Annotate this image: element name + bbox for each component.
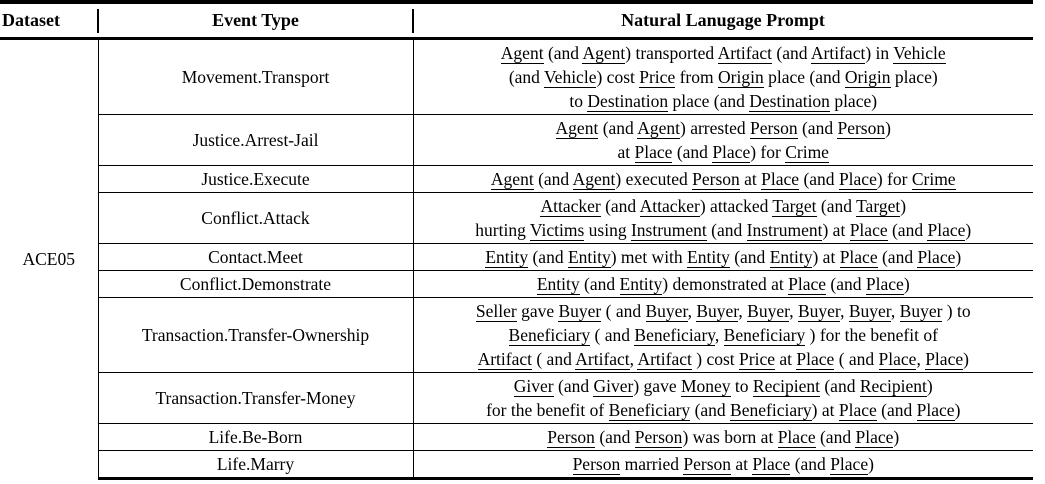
role-mention: Beneficiary xyxy=(634,325,715,345)
role-mention: Place xyxy=(752,454,791,474)
prompt-text: place (and xyxy=(763,67,845,87)
prompt-text: ) for xyxy=(750,142,786,162)
prompt-text: using xyxy=(584,220,631,240)
role-mention: Place xyxy=(838,400,877,420)
prompt-text: , xyxy=(714,325,724,345)
role-mention: Place xyxy=(788,274,827,294)
prompt-text: place) xyxy=(890,67,938,87)
prompt-text: at xyxy=(617,142,635,162)
event-type-cell: Transaction.Transfer-Ownership xyxy=(98,298,413,373)
prompt-line xyxy=(418,374,1030,398)
prompt-line xyxy=(418,323,1030,347)
role-mention: Buyer xyxy=(848,301,891,321)
prompt-text: (and xyxy=(706,220,747,240)
table-row xyxy=(0,424,1033,451)
role-mention: Agent xyxy=(637,118,680,138)
prompt-text: (and xyxy=(579,274,620,294)
prompt-text: from xyxy=(675,67,718,87)
role-mention: Place xyxy=(927,220,966,240)
prompt-text: (and xyxy=(508,67,544,87)
prompt-text: (and xyxy=(528,247,568,267)
prompt-text: ) gave xyxy=(633,376,681,396)
role-mention: Artifact xyxy=(717,43,773,63)
role-mention: Instrument xyxy=(630,220,707,240)
role-mention: Agent xyxy=(500,43,544,63)
role-mention: Target xyxy=(856,196,901,216)
role-mention: Place xyxy=(925,349,964,369)
role-mention: Attacker xyxy=(639,196,700,216)
event-type-cell: Justice.Execute xyxy=(98,166,413,193)
role-mention: Place xyxy=(796,349,835,369)
prompt-line xyxy=(418,194,1030,218)
prompt-text: ) to xyxy=(942,301,971,321)
table-row xyxy=(0,271,1033,298)
prompt-text: hurting xyxy=(475,220,530,240)
role-mention: Place xyxy=(849,220,888,240)
prompt-text: , xyxy=(840,301,849,321)
role-mention: Place xyxy=(916,400,955,420)
prompt-line xyxy=(418,140,1030,164)
prompt-text: ( and xyxy=(834,349,879,369)
table-row xyxy=(0,244,1033,271)
role-mention: Artifact xyxy=(810,43,866,63)
role-mention: Agent xyxy=(582,43,626,63)
column-header-dataset xyxy=(0,2,98,39)
prompt-text: at xyxy=(775,349,797,369)
prompt-text: gave xyxy=(516,301,559,321)
prompt-cell xyxy=(413,166,1033,193)
header-divider xyxy=(97,9,99,33)
role-mention: Victims xyxy=(529,220,585,240)
role-mention: Agent xyxy=(555,118,599,138)
header-divider xyxy=(412,9,414,33)
table-body xyxy=(0,39,1033,479)
role-mention: Origin xyxy=(718,67,764,87)
prompt-line xyxy=(418,425,1030,449)
prompt-text: (and xyxy=(598,118,638,138)
role-mention: Buyer xyxy=(645,301,688,321)
prompt-text: , xyxy=(687,301,697,321)
role-mention: Artifact xyxy=(477,349,532,369)
role-mention: Entity xyxy=(567,247,611,267)
role-mention: Instrument xyxy=(746,220,823,240)
prompt-cell xyxy=(413,373,1033,424)
prompt-cell xyxy=(413,115,1033,166)
prompt-text: (and xyxy=(816,196,857,216)
prompt-text: ) at xyxy=(812,247,840,267)
role-mention: Entity xyxy=(485,247,529,267)
prompt-text: ) cost xyxy=(691,349,740,369)
role-mention: Crime xyxy=(911,169,956,189)
prompt-text: (and xyxy=(594,427,635,447)
role-mention: Money xyxy=(680,376,731,396)
prompt-text: to xyxy=(569,91,588,111)
prompt-line xyxy=(418,116,1030,140)
prompt-text: ) transported xyxy=(625,43,718,63)
prompt-text: ) xyxy=(900,196,907,216)
role-mention: Artifact xyxy=(637,349,692,369)
column-header-event-type xyxy=(98,2,413,39)
table-row xyxy=(0,115,1033,166)
prompt-text: (and xyxy=(815,427,856,447)
role-mention: Agent xyxy=(572,169,616,189)
prompt-line xyxy=(418,65,1030,89)
role-mention: Artifact xyxy=(575,349,630,369)
prompt-text: ( and xyxy=(601,301,646,321)
role-mention: Place xyxy=(917,247,956,267)
dataset-cell: ACE05 xyxy=(22,249,75,270)
prompt-text: (and xyxy=(690,400,731,420)
event-type-cell: Life.Marry xyxy=(98,451,413,479)
role-mention: Entity xyxy=(536,274,580,294)
prompt-line xyxy=(418,245,1030,269)
prompt-text: ( and xyxy=(531,349,576,369)
column-header-prompt-label: Natural Lanugage Prompt xyxy=(621,10,825,30)
prompt-text: ) for the benefit of xyxy=(805,325,938,345)
role-mention: Recipient xyxy=(752,376,820,396)
event-type-cell: Conflict.Attack xyxy=(98,193,413,244)
role-mention: Entity xyxy=(687,247,730,267)
prompt-text: ) was born at xyxy=(682,427,778,447)
prompt-cell xyxy=(413,244,1033,271)
prompt-text: ) cost xyxy=(596,67,640,87)
prompt-text: (and xyxy=(600,196,640,216)
prompt-cell xyxy=(413,271,1033,298)
prompt-text: place (and xyxy=(668,91,750,111)
prompt-line xyxy=(418,347,1030,371)
prompt-line xyxy=(418,452,1030,476)
prompt-text: ( and xyxy=(590,325,635,345)
table-row xyxy=(0,451,1033,479)
prompt-text: (and xyxy=(819,376,860,396)
prompt-text: ) at xyxy=(822,220,850,240)
role-mention: Person xyxy=(692,169,740,189)
prompt-text: ) arrested xyxy=(680,118,750,138)
prompt-text: ) xyxy=(955,247,962,267)
prompt-text: ) in xyxy=(865,43,894,63)
table-row xyxy=(0,193,1033,244)
column-header-prompt xyxy=(413,2,1033,39)
prompt-text: (and xyxy=(877,247,918,267)
prompt-text: , xyxy=(738,301,748,321)
table-row xyxy=(0,298,1033,373)
role-mention: Place xyxy=(712,142,751,162)
role-mention: Beneficiary xyxy=(730,400,812,420)
event-type-cell: Conflict.Demonstrate xyxy=(98,271,413,298)
role-mention: Agent xyxy=(490,169,534,189)
prompt-text: ) xyxy=(954,400,961,420)
role-mention: Place xyxy=(839,247,878,267)
role-mention: Person xyxy=(683,454,732,474)
header-row xyxy=(0,2,1033,39)
column-header-dataset-label: Dataset xyxy=(2,10,60,30)
prompt-text: (and xyxy=(876,400,917,420)
prompt-text: (and xyxy=(826,274,866,294)
event-type-cell: Justice.Arrest-Jail xyxy=(98,115,413,166)
role-mention: Place xyxy=(855,427,894,447)
prompt-text: (and xyxy=(672,142,713,162)
prompt-text: ) demonstrated at xyxy=(662,274,789,294)
role-mention: Destination xyxy=(749,91,830,111)
prompt-text: ) xyxy=(885,118,891,138)
prompt-text: (and xyxy=(533,169,573,189)
prompt-text: ) xyxy=(965,220,972,240)
prompt-text: , xyxy=(789,301,798,321)
column-header-event-type-label: Event Type xyxy=(212,10,299,30)
role-mention: Entity xyxy=(619,274,663,294)
role-mention: Crime xyxy=(785,142,829,162)
role-mention: Place xyxy=(634,142,673,162)
prompt-text: ) for xyxy=(876,169,912,189)
table-row xyxy=(0,39,1033,115)
prompt-cell xyxy=(413,424,1033,451)
prompt-cell xyxy=(413,451,1033,479)
role-mention: Beneficiary xyxy=(723,325,806,345)
role-mention: Place xyxy=(777,427,816,447)
role-mention: Vehicle xyxy=(543,67,597,87)
role-mention: Entity xyxy=(769,247,813,267)
table-header xyxy=(0,2,1033,39)
prompt-text: (and xyxy=(729,247,770,267)
prompt-line xyxy=(418,89,1030,113)
role-mention: Vehicle xyxy=(893,43,946,63)
prompt-cell xyxy=(413,39,1033,115)
table-row xyxy=(0,373,1033,424)
prompt-text: (and xyxy=(790,454,831,474)
role-mention: Beneficiary xyxy=(608,400,691,420)
prompt-text: married xyxy=(620,454,684,474)
prompt-text: ) xyxy=(868,454,874,474)
prompt-text: (and xyxy=(772,43,811,63)
role-mention: Buyer xyxy=(899,301,943,321)
role-mention: Price xyxy=(639,67,676,87)
prompt-text: place) xyxy=(829,91,878,111)
prompt-text: ) xyxy=(903,274,910,294)
prompt-text: , xyxy=(916,349,926,369)
role-mention: Destination xyxy=(587,91,669,111)
prompt-text: (and xyxy=(797,118,838,138)
role-mention: Person xyxy=(634,427,683,447)
prompt-cell xyxy=(413,193,1033,244)
prompt-text: to xyxy=(730,376,753,396)
prompt-cell xyxy=(413,298,1033,373)
role-mention: Buyer xyxy=(558,301,602,321)
event-type-cell: Contact.Meet xyxy=(98,244,413,271)
prompt-line xyxy=(418,398,1030,422)
prompt-line xyxy=(418,272,1030,296)
prompt-text: ) met with xyxy=(610,247,688,267)
prompt-text: at xyxy=(739,169,762,189)
event-type-cell: Life.Be-Born xyxy=(98,424,413,451)
event-type-cell: Movement.Transport xyxy=(98,39,413,115)
role-mention: Buyer xyxy=(696,301,739,321)
role-mention: Place xyxy=(865,274,904,294)
prompt-text: (and xyxy=(553,376,594,396)
prompt-text: , xyxy=(890,301,900,321)
role-mention: Beneficiary xyxy=(508,325,591,345)
prompt-line xyxy=(418,299,1030,323)
prompt-text: ) attacked xyxy=(699,196,773,216)
role-mention: Buyer xyxy=(797,301,841,321)
role-mention: Person xyxy=(572,454,621,474)
role-mention: Place xyxy=(838,169,877,189)
prompt-text: ) executed xyxy=(615,169,693,189)
prompt-text: (and xyxy=(799,169,839,189)
role-mention: Place xyxy=(830,454,869,474)
role-mention: Buyer xyxy=(747,301,790,321)
prompt-line xyxy=(418,41,1030,65)
prompt-text: (and xyxy=(887,220,928,240)
prompt-text: , xyxy=(629,349,638,369)
role-mention: Seller xyxy=(475,301,517,321)
prompt-text: ) xyxy=(926,376,933,396)
prompt-text: ) xyxy=(963,349,969,369)
role-mention: Recipient xyxy=(859,376,927,396)
role-mention: Person xyxy=(547,427,595,447)
prompt-text: at xyxy=(731,454,753,474)
role-mention: Person xyxy=(749,118,798,138)
role-mention: Attacker xyxy=(540,196,601,216)
role-mention: Place xyxy=(761,169,800,189)
event-type-cell: Transaction.Transfer-Money xyxy=(98,373,413,424)
role-mention: Giver xyxy=(513,376,554,396)
prompt-text: for the benefit of xyxy=(486,400,609,420)
role-mention: Giver xyxy=(593,376,634,396)
prompt-text: (and xyxy=(543,43,583,63)
role-mention: Price xyxy=(739,349,776,369)
prompt-line xyxy=(418,218,1030,242)
prompt-line xyxy=(418,167,1030,191)
prompt-text: ) at xyxy=(811,400,839,420)
role-mention: Place xyxy=(878,349,917,369)
role-mention: Person xyxy=(837,118,886,138)
role-mention: Origin xyxy=(844,67,891,87)
role-mention: Target xyxy=(772,196,817,216)
prompt-text: ) xyxy=(893,427,900,447)
table-row xyxy=(0,166,1033,193)
